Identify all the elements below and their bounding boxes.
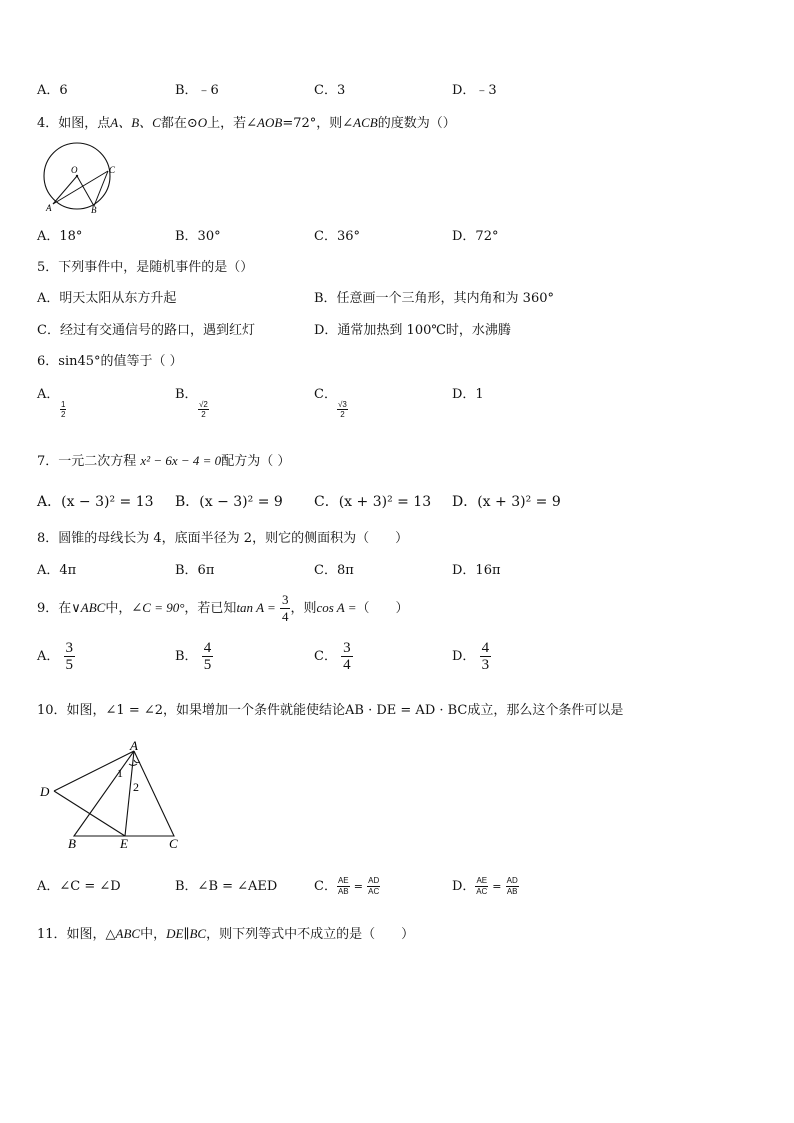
q5-stem: 5．下列事件中，是随机事件的是（）: [37, 260, 254, 275]
q10-option-c: C． $\frac{AE}{AB}$ = $\frac{AD}{AC}$: [314, 876, 380, 896]
q4-label-b: B: [91, 205, 97, 214]
q4-label-o: O: [71, 165, 78, 175]
q10-stem: 10．如图，∠1 = ∠2，如果增加一个条件就能使结论AB · DE = AD · BC成立，那么这个条件可以是: [37, 703, 624, 718]
q5-option-b: B．任意画一个三角形，其内角和为 360°: [314, 291, 554, 306]
q6-option-a-label: A．: [37, 387, 60, 402]
q10-option-a: A．∠C = ∠D: [37, 879, 121, 894]
q10-label-2: 2: [133, 780, 139, 794]
q4-option-a: A．18°: [37, 229, 83, 244]
q7-option-d: D．(x + 3)² = 9: [452, 494, 561, 510]
q10-option-d: D． $\frac{AE}{AC}$ = $\frac{AD}{AB}$: [452, 876, 518, 896]
q7-option-b: B．(x − 3)² = 9: [175, 494, 283, 510]
q6-stem: 6．sin45°的值等于（ ）: [37, 354, 183, 369]
q10-label-a: A: [130, 740, 138, 753]
q8-option-c: C．8π: [314, 563, 354, 578]
q5-option-a: A．明天太阳从东方升起: [37, 291, 177, 306]
q4-label-c: C: [109, 165, 116, 175]
q9-option-d: D． $\frac{4}{3}$: [452, 640, 490, 673]
q4-option-d: D．72°: [452, 229, 499, 244]
q9-tan-fraction: $\frac{3}{4}$: [281, 592, 289, 624]
q11-stem: 11．如图，△ABC中，DE∥BC，则下列等式中不成立的是（ ）: [37, 926, 415, 942]
q5-option-d: D．通常加热到 100℃时，水沸腾: [314, 323, 511, 338]
q4-stem: 4．如图，点A、B、C都在⊙O上，若∠AOB=72°，则∠ACB的度数为（）: [37, 115, 456, 131]
q10-option-b: B．∠B = ∠AED: [175, 879, 278, 894]
q8-option-a: A．4π: [37, 563, 77, 578]
q6-option-b-label: B．: [175, 387, 198, 402]
q6-option-c-fraction: √3 2: [338, 400, 347, 419]
q9-option-c: C． $\frac{3}{4}$: [314, 640, 351, 673]
q8-option-d: D．16π: [452, 563, 501, 578]
q9-stem: 9．在∨ABC中，∠C = 90°，若已知tan A = $\frac{3}{4}$ ，则cos A =（ ）: [37, 592, 409, 624]
q7-stem: 7．一元二次方程 x² − 6x − 4 = 0配方为（ ）: [37, 453, 291, 469]
q9-option-a: A． $\frac{3}{5}$: [37, 640, 74, 673]
q3-option-b: B．﹣6: [175, 83, 219, 98]
q10-triangle-figure: [36, 740, 186, 855]
q10-label-b: B: [68, 836, 76, 851]
q4-label-a: A: [46, 203, 52, 213]
q8-stem: 8．圆锥的母线长为 4，底面半径为 2，则它的侧面积为（ ）: [37, 531, 409, 546]
q7-option-c: C．(x + 3)² = 13: [314, 494, 432, 510]
q4-circle-figure: [38, 142, 122, 214]
q7-option-a: A．(x − 3)² = 13: [37, 494, 154, 510]
q8-option-b: B．6π: [175, 563, 215, 578]
q3-option-c: C．3: [314, 83, 346, 98]
q5-option-c: C．经过有交通信号的路口，遇到红灯: [37, 323, 255, 338]
q6-option-a-fraction: 1 2: [61, 400, 66, 419]
q10-label-d: D: [40, 784, 50, 799]
q9-option-b: B． $\frac{4}{5}$: [175, 640, 212, 673]
q6-option-b-fraction: √2 2: [199, 400, 208, 419]
q4-option-b: B．30°: [175, 229, 221, 244]
q3-option-a: A．6: [37, 83, 68, 98]
q10-label-e: E: [120, 836, 128, 851]
q4-option-c: C．36°: [314, 229, 360, 244]
q6-option-d: D．1: [452, 387, 484, 402]
q6-option-c-label: C．: [314, 387, 337, 402]
q3-option-d: D．﹣3: [452, 83, 497, 98]
q10-label-1: 1: [117, 766, 123, 780]
q10-label-c: C: [169, 836, 178, 851]
